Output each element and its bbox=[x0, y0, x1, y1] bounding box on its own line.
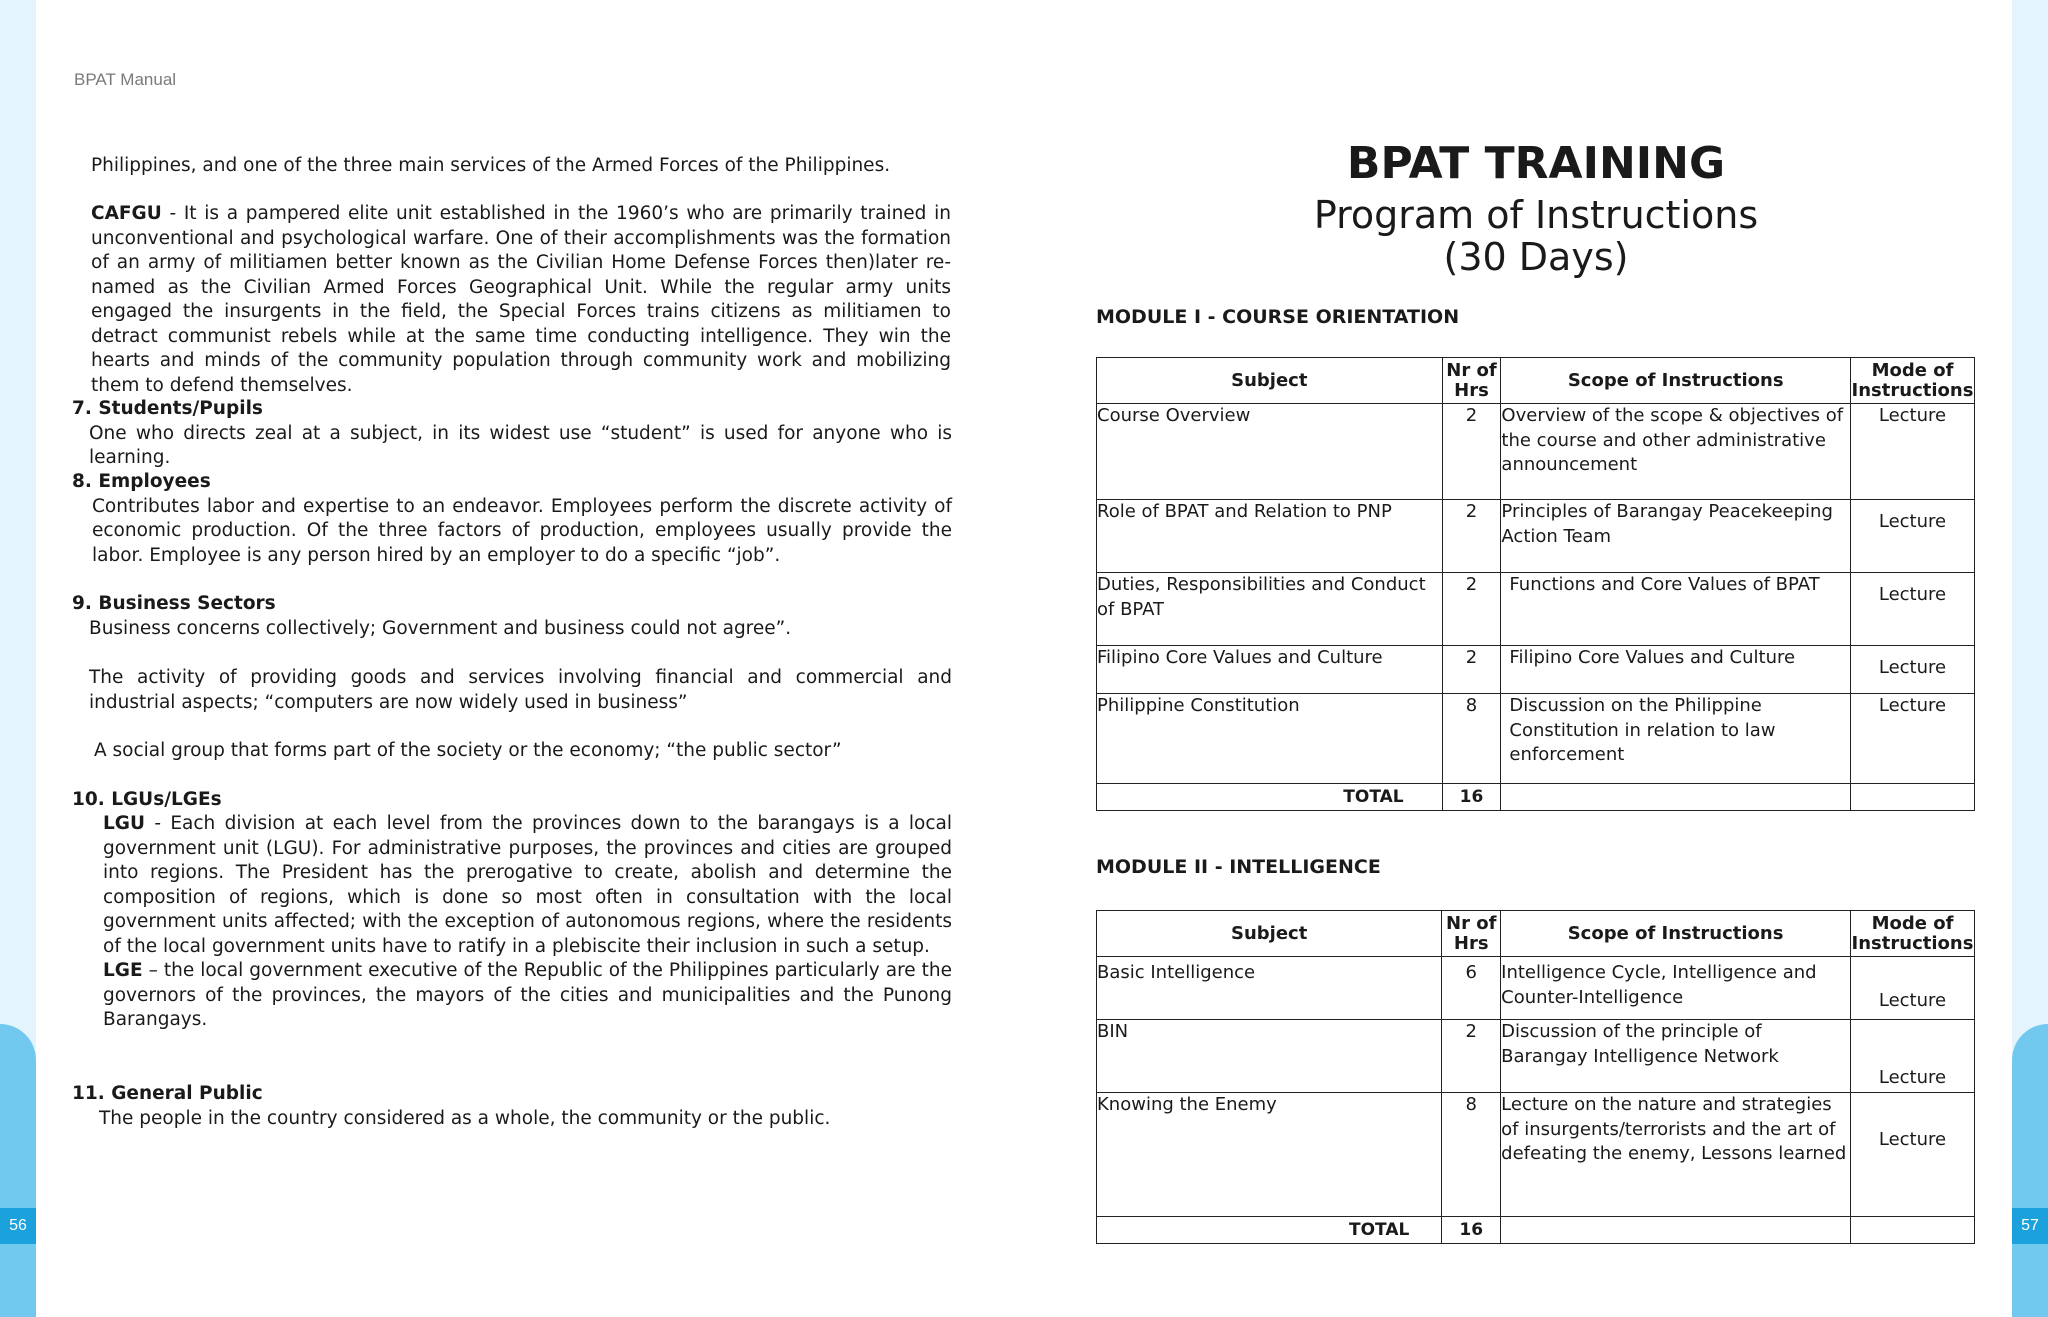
module-1-table bbox=[1096, 357, 1975, 811]
cell-hours: 8 bbox=[1442, 1093, 1501, 1217]
cell-scope: Principles of Barangay Peacekeeping Action Team bbox=[1501, 500, 1851, 573]
cafgu-description: - It is a pampered elite unit established in the 1960’s who are primarily trained in unconventional and psychological warfare. One of their accomplishments was the formation of an army of militiamen better known as the Civilian Home Defense Forces then)later re-named as the Civilian Armed Forces Geographical Unit. While the regular army units engaged the insurgents in the field, the Special Forces trains citizens as militiamen to detract communist rebels while at the same time conducting intelligence. They win the hearts and minds of the community population through community work and mobilizing them to defend themselves. bbox=[91, 203, 951, 396]
cell-scope: Intelligence Cycle, Intelligence and Counter-Intelligence bbox=[1501, 957, 1851, 1020]
text-students: One who directs zeal at a subject, in its widest use “student” is used for anyone who is learning. bbox=[89, 422, 952, 468]
subtitle-line-1: Program of Instructions bbox=[1313, 193, 1759, 237]
table-row bbox=[1097, 957, 1975, 1020]
table-row bbox=[1097, 500, 1975, 573]
table-header-row bbox=[1097, 358, 1975, 404]
cell-subject: Filipino Core Values and Culture bbox=[1097, 646, 1443, 694]
heading-lgus: 10. LGUs/LGEs bbox=[72, 789, 222, 810]
text-general-public: The people in the country considered as a whole, the community or the public. bbox=[99, 1107, 831, 1129]
cell-scope: Functions and Core Values of BPAT bbox=[1501, 573, 1851, 646]
total-scope-empty bbox=[1501, 1217, 1851, 1244]
header-mode: Mode of Instructions bbox=[1850, 911, 1974, 957]
right-page-tab bbox=[2012, 1024, 2048, 1317]
right-page-body bbox=[1096, 134, 1976, 1240]
left-page-tab bbox=[0, 1024, 36, 1317]
cell-scope: Discussion on the Philippine Constitution in relation to law enforcement bbox=[1501, 694, 1851, 784]
subtitle-line-2: (30 Days) bbox=[1443, 235, 1629, 279]
term-cafgu: CAFGU bbox=[91, 203, 162, 224]
table-row bbox=[1097, 573, 1975, 646]
paragraph-intro: Philippines, and one of the three main services of the Armed Forces of the Philippines. bbox=[91, 155, 891, 176]
cell-mode: Lecture bbox=[1850, 646, 1974, 694]
header-scope: Scope of Instructions bbox=[1501, 911, 1851, 957]
cell-subject: Philippine Constitution bbox=[1097, 694, 1443, 784]
cell-hours: 2 bbox=[1442, 500, 1501, 573]
header-mode: Mode of Instructions bbox=[1850, 358, 1974, 404]
total-label: TOTAL bbox=[1097, 784, 1443, 811]
cell-mode: Lecture bbox=[1850, 500, 1974, 573]
page-number-left: 56 bbox=[0, 1208, 36, 1244]
page-number-right: 57 bbox=[2012, 1208, 2048, 1244]
heading-business-sectors: 9. Business Sectors bbox=[72, 593, 276, 614]
total-hours: 16 bbox=[1442, 1217, 1501, 1244]
lge-description: – the local government executive of the Republic of the Philippines particularly are the governors of the provinces, the mayors of the cities and municipalities and the Punong Barangays. bbox=[103, 960, 952, 1030]
cell-subject: Role of BPAT and Relation to PNP bbox=[1097, 500, 1443, 573]
paragraph-lgu bbox=[103, 812, 952, 959]
cell-scope: Lecture on the nature and strategies of insurgents/terrorists and the art of defeating the enemy, Lessons learned bbox=[1501, 1093, 1851, 1217]
header-subject: Subject bbox=[1097, 358, 1443, 404]
cell-subject: Basic Intelligence bbox=[1097, 957, 1442, 1020]
total-scope-empty bbox=[1501, 784, 1851, 811]
cell-scope: Filipino Core Values and Culture bbox=[1501, 646, 1851, 694]
table-header-row bbox=[1097, 911, 1975, 957]
module-1-title: MODULE I - COURSE ORIENTATION bbox=[1096, 306, 1460, 328]
term-lge: LGE bbox=[103, 960, 143, 981]
header-hours: Nr of Hrs bbox=[1442, 911, 1501, 957]
text-business-c: A social group that forms part of the society or the economy; “the public sector” bbox=[94, 740, 842, 761]
heading-general-public: 11. General Public bbox=[72, 1083, 263, 1104]
cell-hours: 2 bbox=[1442, 573, 1501, 646]
header-subject: Subject bbox=[1097, 911, 1442, 957]
total-label: TOTAL bbox=[1097, 1217, 1442, 1244]
cell-scope: Discussion of the principle of Barangay Intelligence Network bbox=[1501, 1020, 1851, 1093]
total-hours: 16 bbox=[1442, 784, 1501, 811]
module-2-title: MODULE II - INTELLIGENCE bbox=[1096, 856, 1381, 878]
table-row bbox=[1097, 646, 1975, 694]
text-employees: Contributes labor and expertise to an endeavor. Employees perform the discrete activity of economic production. Of the three factors of production, employees usually provide the labor. Employee is any person hired by an employer to do a specific “job”. bbox=[92, 495, 952, 566]
text-business-b: The activity of providing goods and services involving financial and commercial and industrial aspects; “computers are now widely used in business” bbox=[89, 667, 952, 713]
cell-subject: Course Overview bbox=[1097, 404, 1443, 500]
running-header: BPAT Manual bbox=[74, 70, 177, 89]
cell-subject: Knowing the Enemy bbox=[1097, 1093, 1442, 1217]
cell-hours: 6 bbox=[1442, 957, 1501, 1020]
cell-hours: 2 bbox=[1442, 404, 1501, 500]
header-hours: Nr of Hrs bbox=[1442, 358, 1501, 404]
table-row bbox=[1097, 694, 1975, 784]
paragraph-lge bbox=[103, 959, 952, 1033]
table-row bbox=[1097, 1020, 1975, 1093]
cell-hours: 2 bbox=[1442, 1020, 1501, 1093]
cell-mode: Lecture bbox=[1850, 1020, 1974, 1093]
table-row bbox=[1097, 404, 1975, 500]
cell-hours: 2 bbox=[1442, 646, 1501, 694]
cell-mode: Lecture bbox=[1850, 1093, 1974, 1217]
total-row bbox=[1097, 1217, 1975, 1244]
cell-hours: 8 bbox=[1442, 694, 1501, 784]
cell-subject: BIN bbox=[1097, 1020, 1442, 1093]
cell-mode: Lecture bbox=[1850, 694, 1974, 784]
paragraph-cafgu bbox=[91, 202, 951, 398]
header-scope: Scope of Instructions bbox=[1501, 358, 1851, 404]
heading-students: 7. Students/Pupils bbox=[72, 398, 263, 419]
lgu-description: - Each division at each level from the provinces down to the barangays is a local government unit (LGU). For administrative purposes, the provinces and cities are grouped into regions. The President has the prerogative to create, abolish and determine the composition of regions, which is done so most often in consultation with the local government units affected; with the exception of autonomous regions, where the residents of the local government units have to ratify in a plebiscite their inclusion in such a setup. bbox=[103, 813, 952, 957]
cell-subject: Duties, Responsibilities and Conduct of BPAT bbox=[1097, 573, 1443, 646]
table-row bbox=[1097, 1093, 1975, 1217]
cell-mode: Lecture bbox=[1850, 957, 1974, 1020]
heading-employees: 8. Employees bbox=[72, 471, 211, 492]
text-business-a: Business concerns collectively; Government and business could not agree”. bbox=[89, 617, 792, 639]
cell-mode: Lecture bbox=[1850, 573, 1974, 646]
cell-scope: Overview of the scope & objectives of the course and other administrative announcement bbox=[1501, 404, 1851, 500]
cell-mode: Lecture bbox=[1850, 404, 1974, 500]
page-title: BPAT TRAINING bbox=[1346, 138, 1726, 189]
module-2-table bbox=[1096, 910, 1975, 1244]
term-lgu: LGU bbox=[103, 813, 145, 834]
total-mode-empty bbox=[1850, 784, 1974, 811]
total-mode-empty bbox=[1850, 1217, 1974, 1244]
total-row bbox=[1097, 784, 1975, 811]
